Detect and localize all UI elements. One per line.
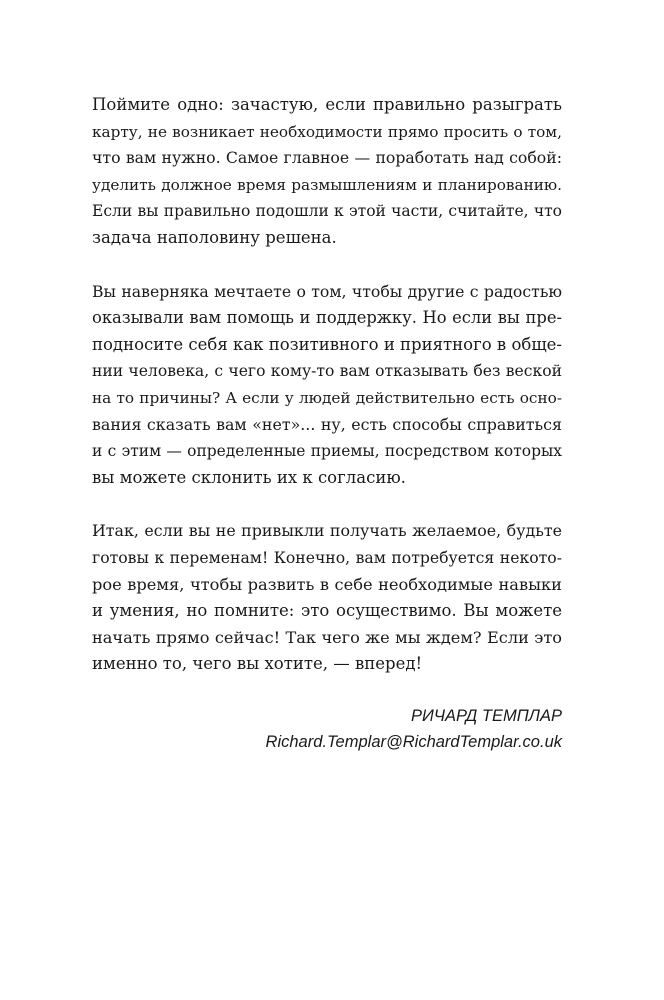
text-line: вы можете склонить их к согласию.: [92, 467, 406, 487]
paragraph-2: [92, 279, 562, 492]
text-line: Поймите одно: зачастую, если правильно разыграть: [92, 95, 562, 114]
text-line: и с этим — определенные приемы, посредством которых: [92, 442, 562, 461]
text-line: Вы наверняка мечтаете о том, чтобы другие с радостью: [92, 281, 562, 301]
text-line: карту, не возникает необходимости прямо просить о том,: [92, 122, 562, 141]
paragraph-1: [92, 92, 562, 252]
text-line: нии человека, с чего кому-то вам отказывать без веской: [92, 362, 562, 381]
text-line: уделить должное время размышлениям и планированию.: [92, 175, 562, 194]
text-line: подносите себя как позитивного и приятного в обще-: [92, 334, 562, 354]
text-line: задача наполовину решена.: [92, 227, 337, 247]
text-line: Итак, если вы не привыкли получать желаемое, будьте: [92, 521, 562, 541]
text-line: и умения, но помните: это осуществимо. Вы можете: [92, 601, 562, 621]
signature-block: [92, 703, 562, 756]
paragraph-3: [92, 518, 562, 678]
text-line: начать прямо сейчас! Так чего же мы ждем? Если это: [92, 627, 562, 647]
text-line: оказывали вам помощь и поддержку. Но если вы пре-: [92, 308, 562, 328]
text-line: вания сказать вам «нет»... ну, есть способы справиться: [92, 414, 562, 434]
text-line: что вам нужно. Самое главное — поработать над собой:: [92, 148, 562, 168]
author-email: Richard.Templar@RichardTemplar.co.uk: [265, 733, 562, 752]
text-line: Если вы правильно подошли к этой части, считайте, что: [92, 202, 562, 221]
text-line: именно то, чего вы хотите, — вперед!: [92, 654, 423, 674]
author-name: РИЧАРД ТЕМПЛАР: [411, 706, 562, 725]
text-line: готовы к переменам! Конечно, вам потребуется некото-: [92, 547, 562, 567]
text-line: рое время, чтобы развить в себе необходимые навыки: [92, 574, 562, 594]
book-page: [92, 92, 562, 756]
text-line: на то причины? А если у людей действительно есть осно-: [92, 388, 562, 407]
